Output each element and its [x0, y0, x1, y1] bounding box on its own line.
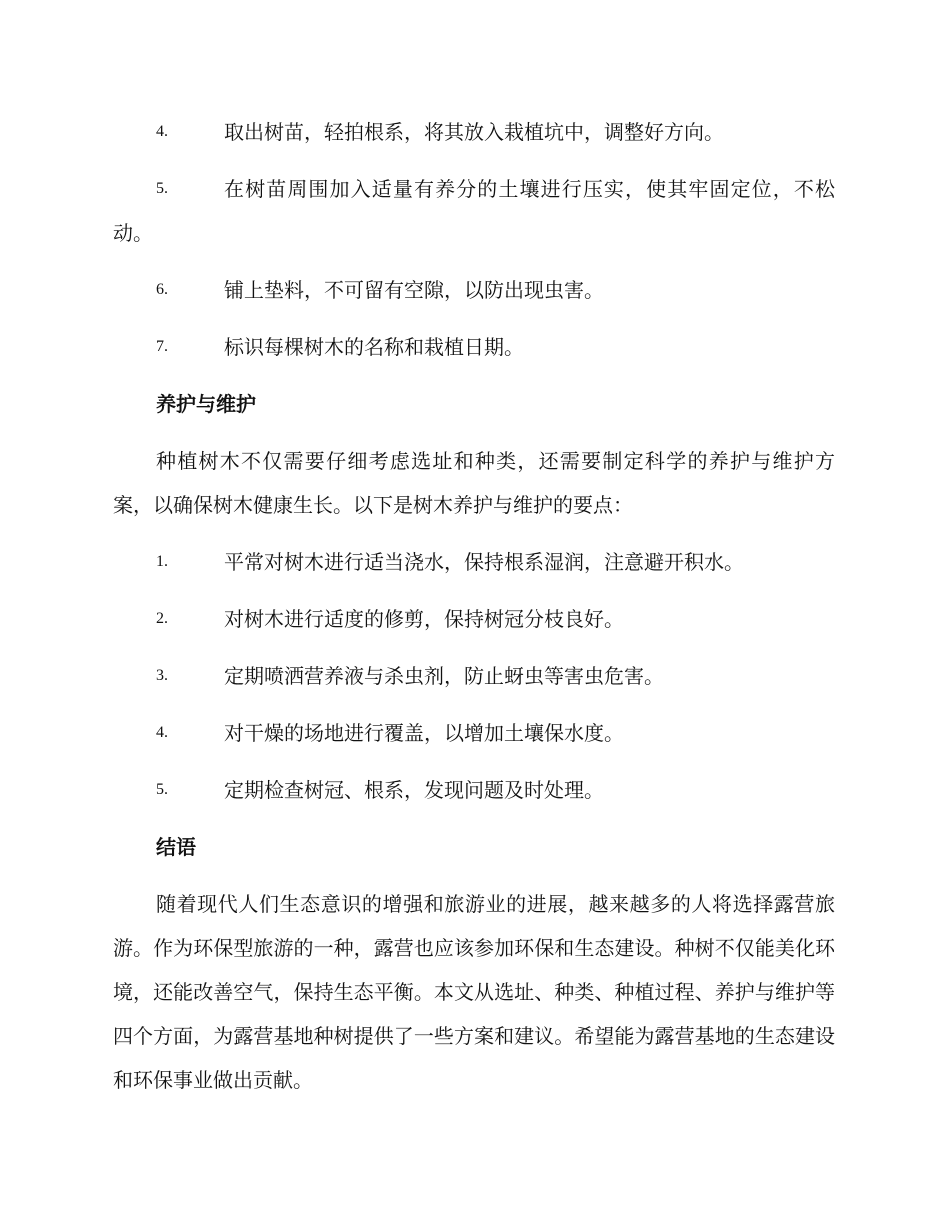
list-text: 铺上垫料，不可留有空隙，以防出现虫害。 — [224, 278, 604, 302]
list-number: 5. — [156, 781, 168, 798]
list-text: 取出树苗，轻拍根系，将其放入栽植坑中，调整好方向。 — [224, 120, 724, 144]
list-item — [113, 110, 835, 154]
list-item — [113, 268, 835, 312]
list-number: 6. — [156, 281, 168, 298]
list-item — [113, 711, 835, 755]
document-page — [113, 110, 835, 1115]
list-item — [113, 597, 835, 641]
list-number: 5. — [156, 180, 168, 197]
list-text: 对干燥的场地进行覆盖，以增加土壤保水度。 — [224, 721, 624, 745]
list-item — [113, 325, 835, 369]
list-number: 4. — [156, 724, 168, 741]
list-number: 2. — [156, 610, 168, 627]
list-number: 4. — [156, 123, 168, 140]
list-text: 标识每棵树木的名称和栽植日期。 — [224, 335, 524, 359]
conclusion-paragraph: 随着现代人们生态意识的增强和旅游业的进展，越来越多的人将选择露营旅游。作为环保型旅游的一种，露营也应该参加环保和生态建设。种树不仅能美化环境，还能改善空气，保持生态平衡。本文从选址、种类、种植过程、养护与维护等四个方面，为露营基地种树提供了一些方案和建议。希望能为露营基地的生态建设和环保事业做出贡献。 — [113, 892, 835, 1092]
section-heading-care: 养护与维护 — [156, 392, 256, 416]
list-text: 定期喷洒营养液与杀虫剂，防止蚜虫等害虫危害。 — [224, 664, 664, 688]
list-text: 对树木进行适度的修剪，保持树冠分枝良好。 — [224, 607, 624, 631]
list-item — [113, 768, 835, 812]
list-number: 3. — [156, 667, 168, 684]
list-item — [113, 654, 835, 698]
list-number: 1. — [156, 553, 168, 570]
list-number: 7. — [156, 338, 168, 355]
list-text: 定期检查树冠、根系，发现问题及时处理。 — [224, 778, 604, 802]
list-item — [113, 167, 835, 255]
section-heading-conclusion: 结语 — [156, 835, 196, 859]
list-text: 在树苗周围加入适量有养分的土壤进行压实，使其牢固定位，不松动。 — [113, 177, 835, 245]
list-item — [113, 540, 835, 584]
list-text: 平常对树木进行适当浇水，保持根系湿润，注意避开积水。 — [224, 550, 744, 574]
care-intro-paragraph: 种植树木不仅需要仔细考虑选址和种类，还需要制定科学的养护与维护方案，以确保树木健康生长。以下是树木养护与维护的要点： — [113, 449, 835, 517]
